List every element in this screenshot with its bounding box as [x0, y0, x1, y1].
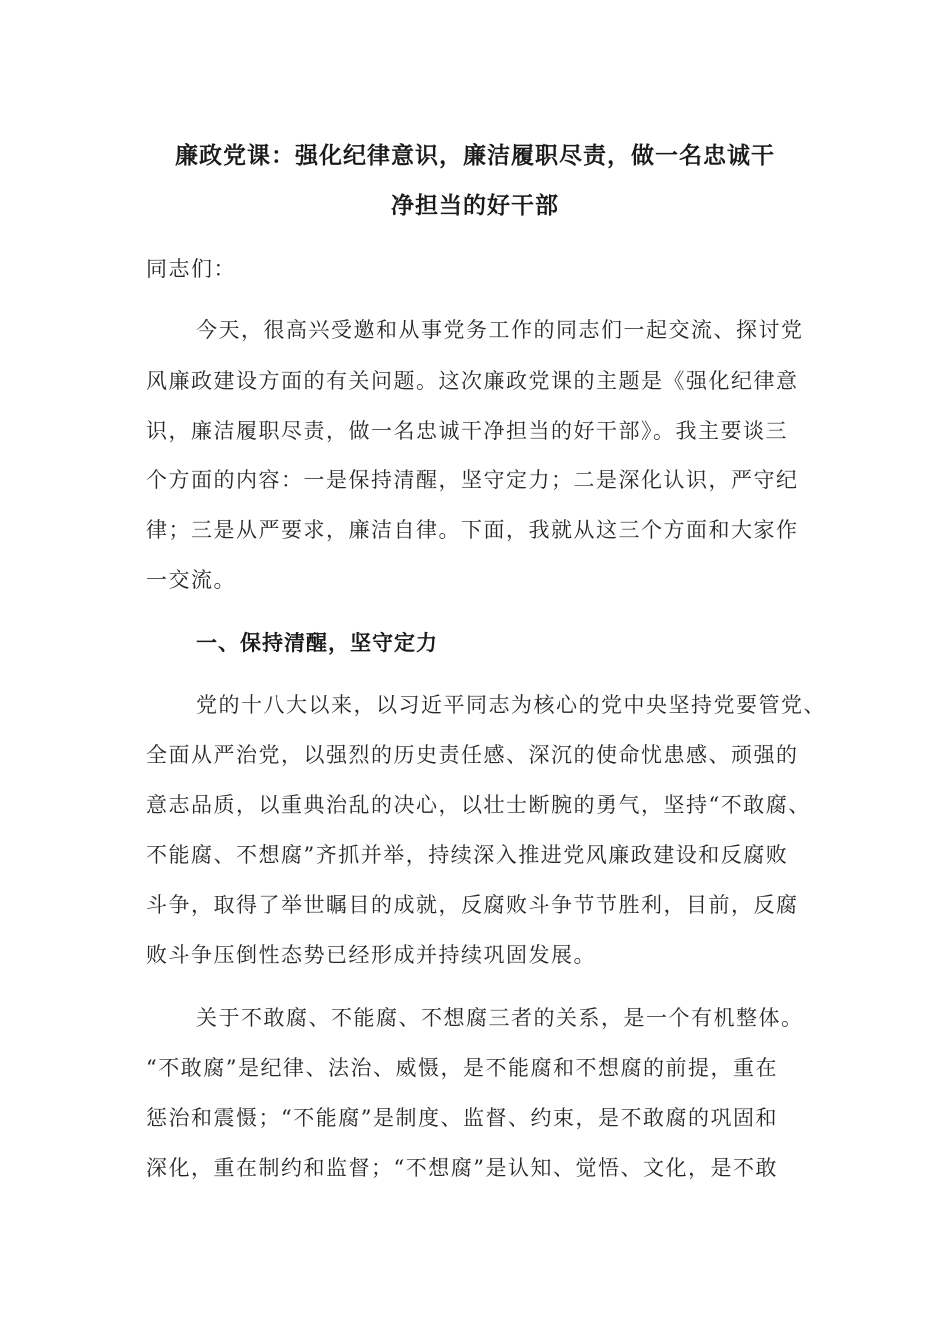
paragraph-2-line-4: 不能腐、不想腐”齐抓并举，持续深入推进党风廉政建设和反腐败	[146, 843, 789, 867]
intro-line-6: 一交流。	[146, 568, 236, 592]
paragraph-2-line-3: 意志品质，以重典治乱的决心，以壮士断腕的勇气，坚持“不敢腐、	[146, 793, 811, 817]
salutation: 同志们：	[146, 257, 236, 281]
section-heading-1: 一、保持清醒，坚守定力	[196, 630, 438, 655]
document-title-line-1: 廉政党课：强化纪律意识，廉洁履职尽责，做一名忠诚干	[175, 142, 775, 169]
paragraph-3-line-2: “不敢腐”是纪律、法治、威慑，是不能腐和不想腐的前提，重在	[146, 1056, 778, 1080]
intro-line-3: 识，廉洁履职尽责，做一名忠诚干净担当的好干部》。我主要谈三	[146, 419, 788, 443]
paragraph-3-line-3: 惩治和震慑；“不能腐”是制度、监督、约束，是不敢腐的巩固和	[146, 1106, 778, 1130]
intro-line-5: 律；三是从严要求，廉洁自律。下面，我就从这三个方面和大家作	[146, 518, 799, 542]
paragraph-3-line-4: 深化，重在制约和监督；“不想腐”是认知、觉悟、文化，是不敢	[146, 1156, 778, 1180]
paragraph-3-line-1: 关于不敢腐、不能腐、不想腐三者的关系，是一个有机整体。	[196, 1006, 804, 1030]
paragraph-2-line-5: 斗争，取得了举世瞩目的成就，反腐败斗争节节胜利，目前，反腐	[146, 893, 799, 917]
paragraph-2-line-6: 败斗争压倒性态势已经形成并持续巩固发展。	[146, 943, 596, 967]
paragraph-2-line-2: 全面从严治党，以强烈的历史责任感、深沉的使命忧患感、顽强的	[146, 743, 799, 767]
paragraph-2-line-1: 党的十八大以来，以习近平同志为核心的党中央坚持党要管党、	[196, 693, 826, 717]
intro-line-2: 风廉政建设方面的有关问题。这次廉政党课的主题是《强化纪律意	[146, 369, 799, 393]
intro-line-1: 今天，很高兴受邀和从事党务工作的同志们一起交流、探讨党	[196, 318, 804, 342]
document-title-line-2: 净担当的好干部	[391, 192, 559, 219]
intro-line-4: 个方面的内容：一是保持清醒，坚守定力；二是深化认识，严守纪	[146, 468, 799, 492]
